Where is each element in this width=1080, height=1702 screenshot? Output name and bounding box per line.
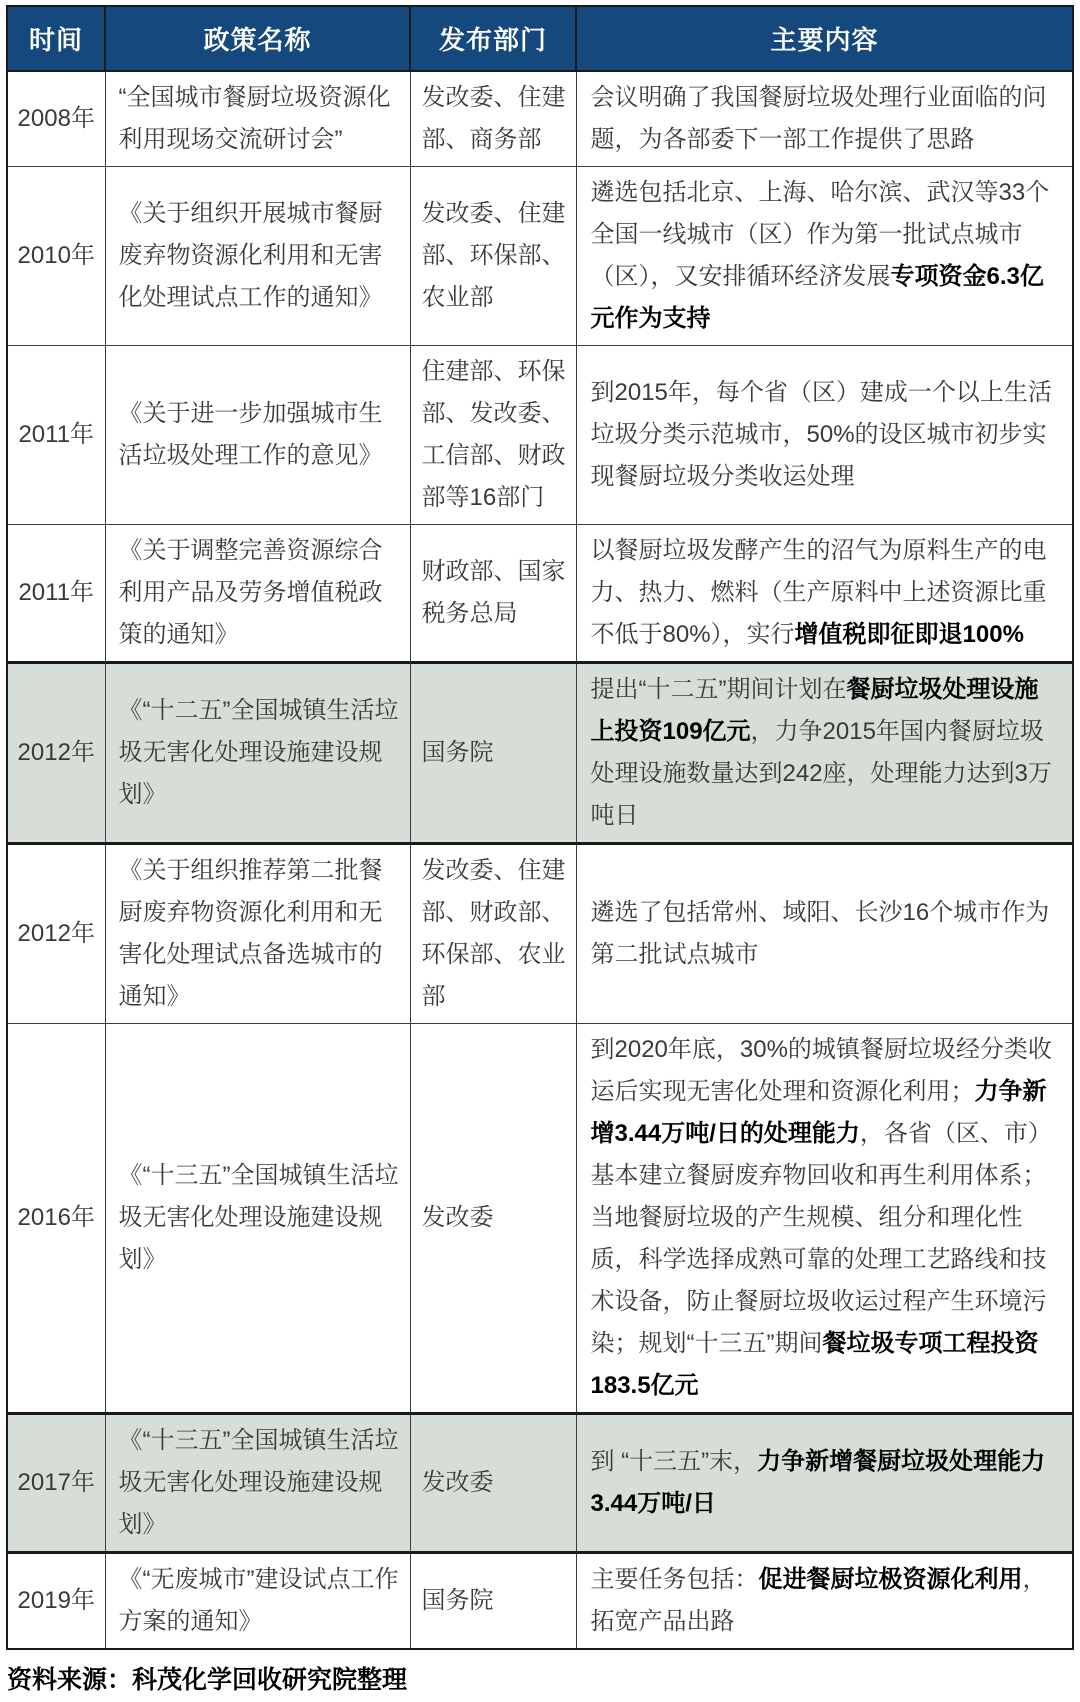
policy-name-cell: 《“无废城市”建设试点工作方案的通知》 (105, 1553, 410, 1650)
year-cell: 2017年 (7, 1414, 105, 1553)
header-cell-time: 时间 (7, 6, 105, 71)
table-row (7, 1024, 1073, 1414)
header-cell-main-content: 主要内容 (576, 6, 1073, 71)
content-segment: 以餐厨垃圾发酵产生的沼气为原料生产的电力、热力、燃料（生产原料中上述资源比重不低于80%），实行 (590, 537, 1047, 648)
department-cell: 发改委、住建部、商务部 (410, 71, 576, 167)
main-content-cell (576, 844, 1073, 1024)
main-content-cell (576, 1414, 1073, 1553)
department-cell: 财政部、国家税务总局 (410, 525, 576, 663)
content-segment: 遴选了包括常州、域阳、长沙16个城市作为第二批试点城市 (590, 899, 1050, 968)
table-row (7, 844, 1073, 1024)
content-segment: 到2020年底，30%的城镇餐厨垃圾经分类收运后实现无害化处理和资源化利用； (590, 1036, 1052, 1105)
main-content-cell (576, 1024, 1073, 1414)
content-segment: 到 “十三五”末， (590, 1448, 758, 1475)
department-cell: 国务院 (410, 1553, 576, 1650)
policy-name-cell: 《“十三五”全国城镇生活垃圾无害化处理设施建设规划》 (105, 1024, 410, 1414)
content-segment: 提出“十二五”期间计划在 (590, 676, 847, 703)
main-content-cell (576, 346, 1073, 525)
content-bold-segment: 促进餐厨垃极资源化利用 (758, 1566, 1023, 1593)
content-bold-segment: 力争新增3.44万吨/日的处理能力 (590, 1078, 1047, 1147)
department-cell: 发改委 (410, 1024, 576, 1414)
table-row (7, 1553, 1073, 1650)
content-segment: ，力争2015年国内餐厨垃圾处理设施数量达到242座，处理能力达到3万吨日 (590, 718, 1052, 829)
table-row (7, 525, 1073, 663)
policy-name-cell: “全国城市餐厨垃圾资源化利用现场交流研讨会” (105, 71, 410, 167)
content-segment: 遴选包括北京、上海、哈尔滨、武汉等33个全国一线城市（区）作为第一批试点城市（区），又安排循环经济发展 (590, 179, 1050, 290)
year-cell: 2011年 (7, 346, 105, 525)
content-bold-segment: 专项资金6.3亿元作为支持 (590, 263, 1044, 332)
main-content-cell (576, 167, 1073, 346)
table-row (7, 71, 1073, 167)
content-segment: 到2015年，每个省（区）建成一个以上生活垃圾分类示范城市，50%的设区城市初步实现餐厨垃圾分类收运处理 (590, 379, 1052, 490)
source-note: 资料来源：科茂化学回收研究院整理 (7, 1666, 408, 1694)
main-content-cell (576, 525, 1073, 663)
year-cell: 2012年 (7, 844, 105, 1024)
department-cell: 住建部、环保部、发改委、工信部、财政部等16部门 (410, 346, 576, 525)
content-bold-segment: 餐垃圾专项工程投资183.5亿元 (590, 1330, 1039, 1399)
table-row (7, 1414, 1073, 1553)
content-segment: ，拓宽产品出路 (590, 1566, 1047, 1635)
policy-name-cell: 《“十三五”全国城镇生活垃圾无害化处理设施建设规划》 (105, 1414, 410, 1553)
content-segment: 会议明确了我国餐厨垃圾处理行业面临的问题，为各部委下一部工作提供了思路 (590, 84, 1047, 153)
table-row (7, 167, 1073, 346)
year-cell: 2019年 (7, 1553, 105, 1650)
department-cell: 发改委、住建部、财政部、环保部、农业部 (410, 844, 576, 1024)
year-cell: 2008年 (7, 71, 105, 167)
department-cell: 发改委、住建部、环保部、农业部 (410, 167, 576, 346)
policy-name-cell: 《关于组织开展城市餐厨废弃物资源化利用和无害化处理试点工作的通知》 (105, 167, 410, 346)
content-segment: 主要任务包括： (590, 1566, 759, 1593)
year-cell: 2011年 (7, 525, 105, 663)
main-content-cell (576, 71, 1073, 167)
policy-table (6, 5, 1074, 1650)
content-bold-segment: 力争新增餐厨垃圾处理能力3.44万吨/日 (590, 1448, 1046, 1517)
table-row (7, 346, 1073, 525)
policy-name-cell: 《关于进一步加强城市生活垃圾处理工作的意见》 (105, 346, 410, 525)
content-bold-segment: 增值税即征即退100% (794, 621, 1024, 648)
content-bold-segment: 餐厨垃圾处理设施上投资109亿元 (590, 676, 1039, 745)
year-cell: 2016年 (7, 1024, 105, 1414)
main-content-cell (576, 1553, 1073, 1650)
content-segment: ，各省（区、市）基本建立餐厨废弃物回收和再生利用体系；当地餐厨垃圾的产生规模、组分和理化性质，科学选择成熟可靠的处理工艺路线和技术设备，防止餐厨垃圾收运过程产生环境污染；规划“十三五”期间 (590, 1120, 1052, 1357)
year-cell: 2010年 (7, 167, 105, 346)
department-cell: 国务院 (410, 663, 576, 844)
header-cell-policy-name: 政策名称 (105, 6, 410, 71)
main-content-cell (576, 663, 1073, 844)
policy-name-cell: 《关于组织推荐第二批餐厨废弃物资源化利用和无害化处理试点备选城市的通知》 (105, 844, 410, 1024)
department-cell: 发改委 (410, 1414, 576, 1553)
header-cell-department: 发布部门 (410, 6, 576, 71)
year-cell: 2012年 (7, 663, 105, 844)
policy-name-cell: 《关于调整完善资源综合利用产品及劳务增值税政策的通知》 (105, 525, 410, 663)
header-row (7, 6, 1073, 71)
table-row (7, 663, 1073, 844)
policy-name-cell: 《“十二五”全国城镇生活垃圾无害化处理设施建设规划》 (105, 663, 410, 844)
